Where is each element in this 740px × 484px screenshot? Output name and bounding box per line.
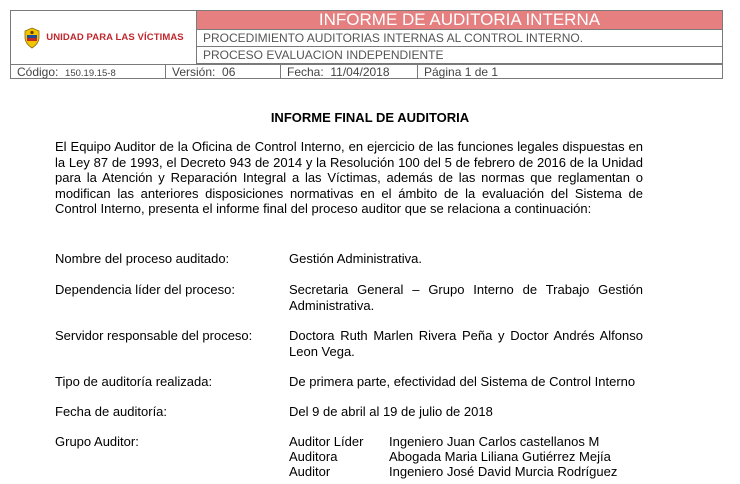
field-label: Tipo de auditoría realizada: (55, 374, 213, 389)
field-value: De primera parte, efectividad del Sistema de Control Interno (289, 374, 636, 389)
code-value: 150.19.15-8 (65, 68, 116, 79)
auditor-role: Auditor (289, 464, 331, 479)
colombia-seal-icon (23, 27, 41, 49)
field-label: Dependencia líder del proceso: (55, 282, 235, 297)
procedure-name: PROCEDIMIENTO AUDITORIAS INTERNAS AL CONTROL INTERNO. (197, 30, 722, 47)
auditor-name: Ingeniero José David Murcia Rodríguez (389, 464, 618, 479)
intro-paragraph: El Equipo Auditor de la Oficina de Control Interno, en ejercicio de las funciones legales dispuestas en la Ley 87 de 1993, el Decreto 943 de 2014 y la Resolución 100 del 5 de febrero de 2016 de la Unidad para la Atención y Reparación Integral a las Víctimas, además de las normas que reglamentan o modifican las anteriores disposiciones normativas en el ámbito de la evaluación del Sistema de Control Interno, presenta el informe final del proceso auditor que se relaciona a continuación: (55, 139, 643, 216)
field-value: Secretaria General – Grupo Interno de Trabajo Gestión Administrativa. (289, 282, 643, 313)
auditor-role: Auditora (289, 449, 338, 464)
document-control-row (11, 64, 722, 79)
page-cell (418, 65, 720, 79)
date-cell (281, 65, 418, 79)
field-value: Doctora Ruth Marlen Rivera Peña y Doctor Andrés Alfonso Leon Vega. (289, 328, 643, 359)
version-label: Versión: (172, 65, 216, 79)
field-value: Gestión Administrativa. (289, 251, 422, 266)
date-label: Fecha: (287, 65, 324, 79)
auditor-name: Abogada Maria Liliana Gutiérrez Mejía (389, 449, 611, 464)
report-title: INFORME DE AUDITORIA INTERNA (197, 11, 722, 30)
document-title: INFORME FINAL DE AUDITORIA (270, 110, 470, 125)
document-header (10, 10, 723, 79)
field-label: Servidor responsable del proceso: (55, 328, 253, 343)
auditor-role: Auditor Líder (289, 434, 364, 449)
version-value: 06 (222, 65, 236, 79)
field-label: Nombre del proceso auditado: (55, 251, 230, 266)
logo-text: UNIDAD PARA LAS VÍCTIMAS (46, 32, 184, 43)
date-value: 11/04/2018 (330, 65, 390, 79)
auditor-name: Ingeniero Juan Carlos castellanos M (389, 434, 600, 449)
version-cell (166, 65, 281, 79)
field-label: Grupo Auditor: (55, 434, 139, 449)
logo-cell (11, 11, 197, 64)
field-value: Del 9 de abril al 19 de julio de 2018 (289, 404, 493, 419)
page-indicator: Página 1 de 1 (424, 65, 499, 79)
code-cell (11, 65, 166, 79)
process-name: PROCESO EVALUACION INDEPENDIENTE (197, 47, 722, 64)
field-label: Fecha de auditoría: (55, 404, 168, 419)
code-label: Código: (17, 65, 59, 79)
logo (23, 27, 184, 49)
